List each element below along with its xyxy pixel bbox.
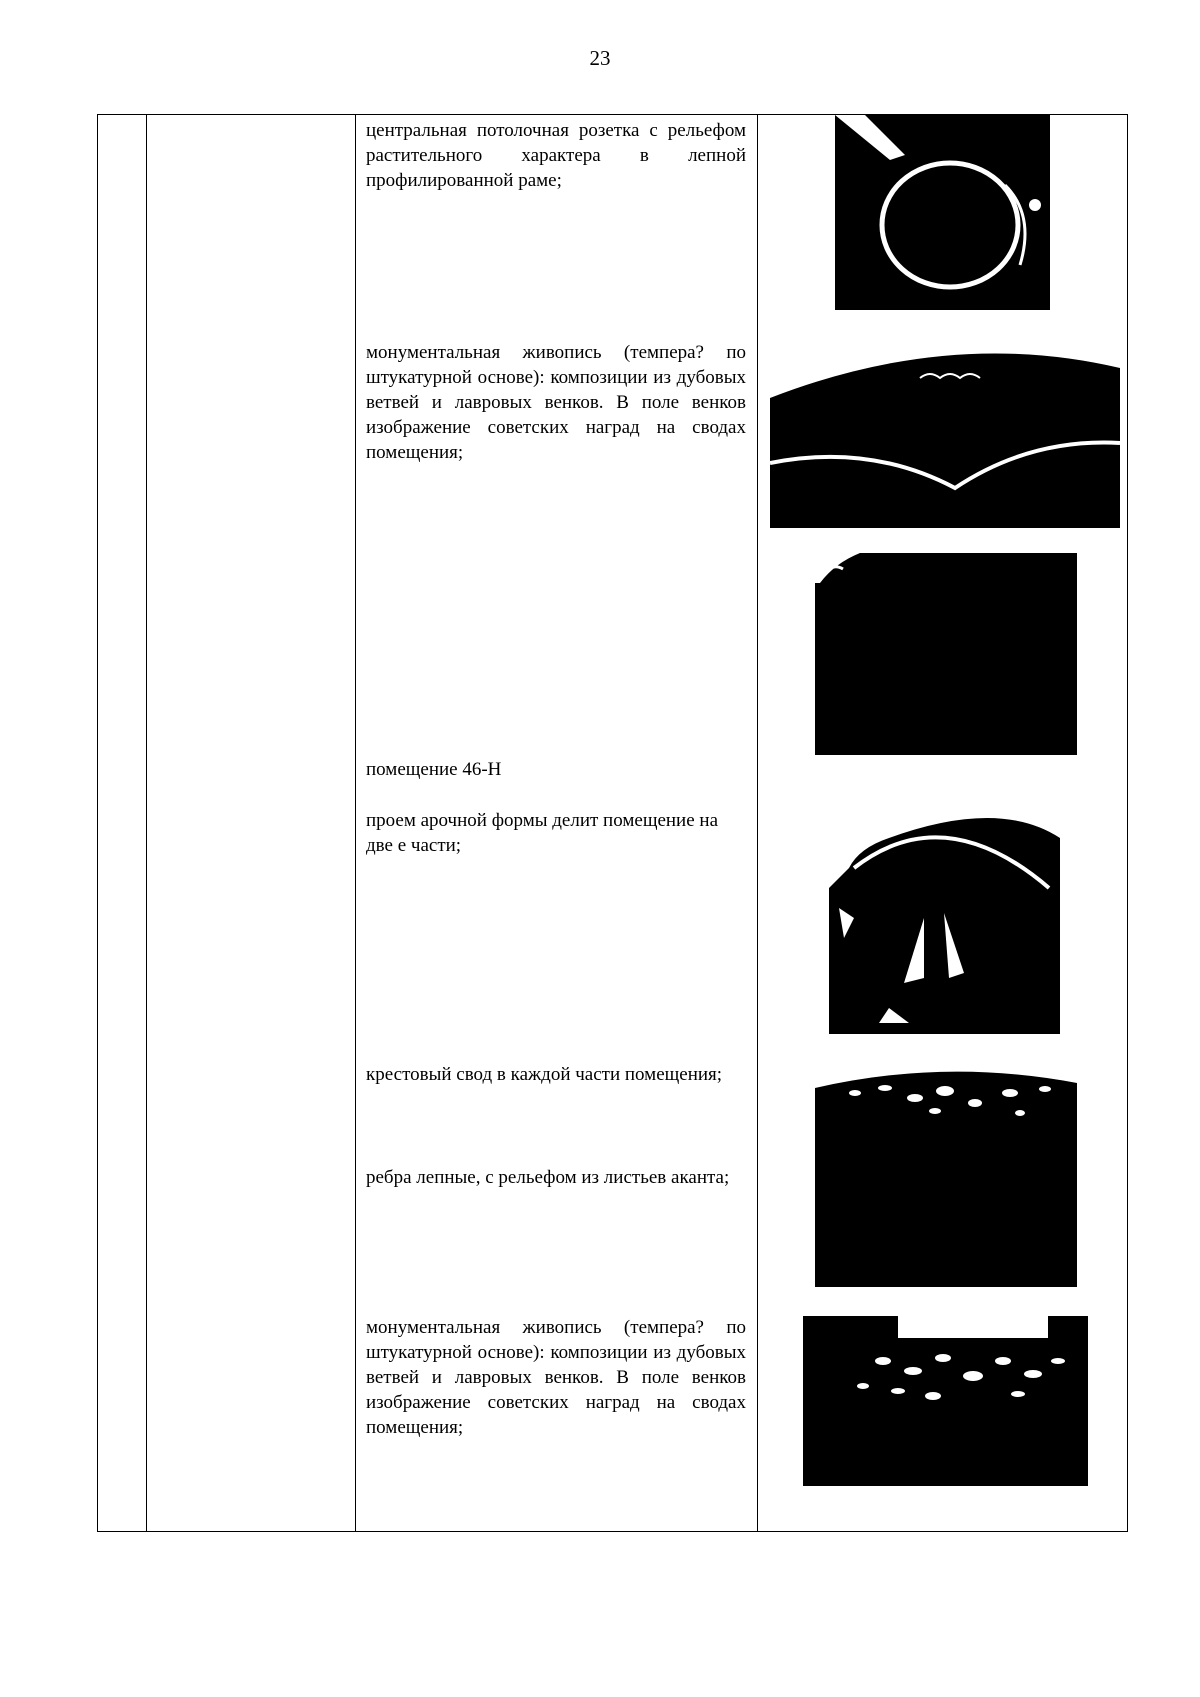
- description-arch-opening: проем арочной формы делит помещение на две е части;: [366, 810, 719, 856]
- room-heading: помещение 46-Н: [366, 759, 502, 780]
- photo-arch-opening: [829, 808, 1060, 1034]
- description-ceiling-rosette: центральная потолочная розетка с рельефом растительного характера в лепной профилированной раме;: [366, 120, 746, 191]
- description-mural-2: монументальная живопись (темпера? по штукатурной основе): композиции из дубовых ветвей и лавровых венков. В поле венков изображение советских наград на сводах помещения;: [366, 1317, 746, 1438]
- description-ribs: ребра лепные, с рельефом из листьев аканта;: [366, 1167, 730, 1188]
- photo-wall-corner: [815, 553, 1077, 755]
- photo-wreath-mural: [803, 1316, 1088, 1486]
- description-cross-vault: крестовый свод в каждой части помещения;: [366, 1064, 723, 1085]
- column-divider-3: [757, 115, 758, 1531]
- photo-cross-vault: [815, 1063, 1077, 1287]
- page-number: 23: [589, 46, 611, 70]
- column-divider-1: [146, 115, 147, 1531]
- photo-vault-mural: [770, 338, 1120, 528]
- description-mural-1: монументальная живопись (темпера? по штукатурной основе): композиции из дубовых ветвей и лавровых венков. В поле венков изображение советских наград на сводах помещения;: [366, 342, 746, 463]
- photo-ceiling-rosette: [835, 115, 1050, 310]
- column-divider-2: [355, 115, 356, 1531]
